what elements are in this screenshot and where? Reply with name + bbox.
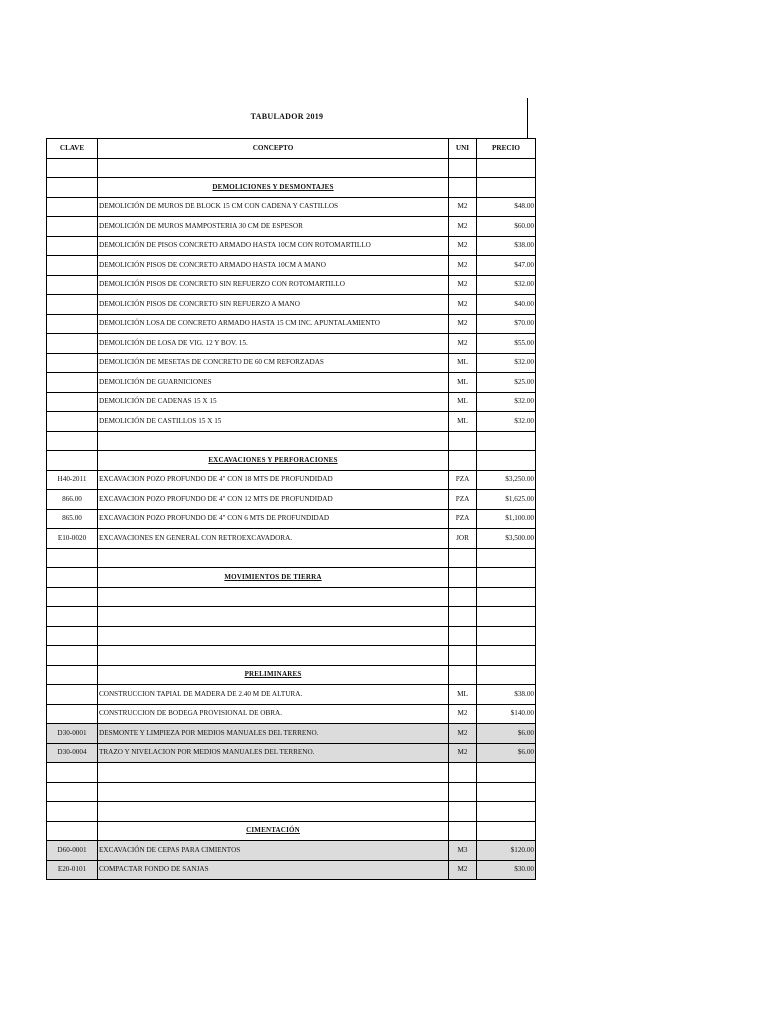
cell-clave bbox=[47, 763, 98, 783]
cell-clave bbox=[47, 178, 98, 198]
header-uni: UNI bbox=[449, 139, 477, 159]
empty-row bbox=[47, 646, 536, 666]
section-title: EXCAVACIONES Y PERFORACIONES bbox=[98, 451, 449, 471]
table-row bbox=[47, 743, 536, 763]
cell-uni bbox=[449, 158, 477, 178]
table-row bbox=[47, 412, 536, 432]
table-row bbox=[47, 860, 536, 880]
cell-clave bbox=[47, 568, 98, 588]
cell-uni: PZA bbox=[449, 490, 477, 510]
cell-precio: $60.00 bbox=[477, 217, 536, 237]
cell-uni bbox=[449, 548, 477, 568]
page-title: TABULADOR 2019 bbox=[250, 112, 324, 121]
cell-precio: $3,250.00 bbox=[477, 470, 536, 490]
cell-clave bbox=[47, 451, 98, 471]
cell-clave bbox=[47, 197, 98, 217]
cell-concepto: EXCAVACIÓN DE CEPAS PARA CIMIENTOS bbox=[98, 841, 449, 861]
cell-concepto bbox=[98, 548, 449, 568]
cell-concepto bbox=[98, 626, 449, 646]
cell-uni bbox=[449, 607, 477, 627]
cell-concepto: DEMOLICIÓN DE PISOS CONCRETO ARMADO HASTA 10CM CON ROTOMARTILLO bbox=[98, 236, 449, 256]
cell-uni: M2 bbox=[449, 334, 477, 354]
cell-clave bbox=[47, 275, 98, 295]
cell-precio bbox=[477, 665, 536, 685]
cell-clave: D30-0004 bbox=[47, 743, 98, 763]
cell-concepto bbox=[98, 646, 449, 666]
cell-clave bbox=[47, 782, 98, 802]
table-row bbox=[47, 217, 536, 237]
cell-clave: D30-0001 bbox=[47, 724, 98, 744]
cell-concepto: DEMOLICIÓN DE CASTILLOS 15 X 15 bbox=[98, 412, 449, 432]
section-title: CIMENTACIÓN bbox=[98, 821, 449, 841]
cell-concepto: CONSTRUCCION DE BODEGA PROVISIONAL DE OBRA. bbox=[98, 704, 449, 724]
section-row bbox=[47, 821, 536, 841]
empty-row bbox=[47, 607, 536, 627]
cell-uni: ML bbox=[449, 392, 477, 412]
cell-clave bbox=[47, 412, 98, 432]
table-row bbox=[47, 197, 536, 217]
cell-clave bbox=[47, 236, 98, 256]
cell-uni: ML bbox=[449, 353, 477, 373]
cell-concepto: DEMOLICIÓN DE CADENAS 15 X 15 bbox=[98, 392, 449, 412]
cell-clave: E10-0020 bbox=[47, 529, 98, 549]
cell-precio bbox=[477, 782, 536, 802]
cell-precio: $38.00 bbox=[477, 236, 536, 256]
table-row bbox=[47, 373, 536, 393]
cell-concepto: DEMOLICIÓN PISOS DE CONCRETO ARMADO HASTA 10CM A MANO bbox=[98, 256, 449, 276]
cell-precio: $40.00 bbox=[477, 295, 536, 315]
table-row bbox=[47, 841, 536, 861]
cell-concepto: EXCAVACION POZO PROFUNDO DE 4" CON 18 MTS DE PROFUNDIDAD bbox=[98, 470, 449, 490]
cell-clave: 865.00 bbox=[47, 509, 98, 529]
cell-precio: $48.00 bbox=[477, 197, 536, 217]
empty-row bbox=[47, 158, 536, 178]
table-row bbox=[47, 470, 536, 490]
cell-uni: M2 bbox=[449, 743, 477, 763]
cell-precio bbox=[477, 548, 536, 568]
cell-concepto: COMPACTAR FONDO DE SANJAS bbox=[98, 860, 449, 880]
cell-clave bbox=[47, 685, 98, 705]
cell-clave bbox=[47, 392, 98, 412]
cell-clave bbox=[47, 158, 98, 178]
cell-clave bbox=[47, 587, 98, 607]
cell-precio bbox=[477, 626, 536, 646]
cell-clave bbox=[47, 431, 98, 451]
cell-clave bbox=[47, 256, 98, 276]
empty-row bbox=[47, 802, 536, 822]
cell-uni: M3 bbox=[449, 841, 477, 861]
cell-precio: $140.00 bbox=[477, 704, 536, 724]
cell-concepto: DEMOLICIÓN LOSA DE CONCRETO ARMADO HASTA 15 CM INC. APUNTALAMIENTO bbox=[98, 314, 449, 334]
cell-concepto: DEMOLICIÓN DE MUROS DE BLOCK 15 CM CON CADENA Y CASTILLOS bbox=[98, 197, 449, 217]
section-title: DEMOLICIONES Y DESMONTAJES bbox=[98, 178, 449, 198]
cell-uni bbox=[449, 451, 477, 471]
empty-row bbox=[47, 431, 536, 451]
cell-concepto: CONSTRUCCION TAPIAL DE MADERA DE 2.40 M DE ALTURA. bbox=[98, 685, 449, 705]
cell-uni: M2 bbox=[449, 314, 477, 334]
cell-clave bbox=[47, 646, 98, 666]
cell-uni: M2 bbox=[449, 256, 477, 276]
cell-concepto: TRAZO Y NIVELACION POR MEDIOS MANUALES DEL TERRENO. bbox=[98, 743, 449, 763]
section-row bbox=[47, 665, 536, 685]
cell-concepto bbox=[98, 607, 449, 627]
cell-precio: $38.00 bbox=[477, 685, 536, 705]
cell-clave bbox=[47, 334, 98, 354]
cell-concepto: DEMOLICIÓN DE GUARNICIONES bbox=[98, 373, 449, 393]
cell-uni bbox=[449, 626, 477, 646]
cell-precio bbox=[477, 158, 536, 178]
cell-clave bbox=[47, 802, 98, 822]
cell-uni bbox=[449, 763, 477, 783]
cell-clave bbox=[47, 821, 98, 841]
cell-precio: $1,100.00 bbox=[477, 509, 536, 529]
section-title: MOVIMIENTOS DE TIERRA bbox=[98, 568, 449, 588]
cell-precio: $120.00 bbox=[477, 841, 536, 861]
cell-concepto: DEMOLICIÓN PISOS DE CONCRETO SIN REFUERZO A MANO bbox=[98, 295, 449, 315]
cell-precio: $6.00 bbox=[477, 724, 536, 744]
table-row bbox=[47, 529, 536, 549]
cell-concepto bbox=[98, 158, 449, 178]
cell-precio: $55.00 bbox=[477, 334, 536, 354]
price-table bbox=[46, 138, 536, 880]
table-row bbox=[47, 334, 536, 354]
cell-clave bbox=[47, 295, 98, 315]
cell-clave bbox=[47, 626, 98, 646]
cell-uni bbox=[449, 178, 477, 198]
cell-precio: $32.00 bbox=[477, 353, 536, 373]
cell-clave bbox=[47, 704, 98, 724]
cell-clave bbox=[47, 548, 98, 568]
table-row bbox=[47, 724, 536, 744]
cell-concepto bbox=[98, 763, 449, 783]
cell-concepto bbox=[98, 802, 449, 822]
cell-uni bbox=[449, 431, 477, 451]
cell-precio bbox=[477, 763, 536, 783]
cell-clave bbox=[47, 607, 98, 627]
cell-precio bbox=[477, 607, 536, 627]
cell-clave bbox=[47, 353, 98, 373]
cell-precio bbox=[477, 451, 536, 471]
cell-precio bbox=[477, 178, 536, 198]
cell-uni: ML bbox=[449, 412, 477, 432]
header-clave: CLAVE bbox=[47, 139, 98, 159]
table-header-row bbox=[47, 139, 536, 159]
cell-concepto: DEMOLICIÓN DE MESETAS DE CONCRETO DE 60 CM REFORZADAS bbox=[98, 353, 449, 373]
cell-uni: M2 bbox=[449, 275, 477, 295]
table-row bbox=[47, 295, 536, 315]
cell-uni bbox=[449, 802, 477, 822]
table-row bbox=[47, 236, 536, 256]
cell-precio: $32.00 bbox=[477, 412, 536, 432]
table-row bbox=[47, 314, 536, 334]
header-concepto: CONCEPTO bbox=[98, 139, 449, 159]
cell-precio: $32.00 bbox=[477, 392, 536, 412]
cell-clave bbox=[47, 665, 98, 685]
cell-uni: ML bbox=[449, 373, 477, 393]
empty-row bbox=[47, 548, 536, 568]
empty-row bbox=[47, 763, 536, 783]
cell-clave: H40-2011 bbox=[47, 470, 98, 490]
section-row bbox=[47, 568, 536, 588]
cell-concepto: DESMONTE Y LIMPIEZA POR MEDIOS MANUALES DEL TERRENO. bbox=[98, 724, 449, 744]
cell-concepto: EXCAVACION POZO PROFUNDO DE 4" CON 6 MTS DE PROFUNDIDAD bbox=[98, 509, 449, 529]
cell-uni bbox=[449, 568, 477, 588]
table-row bbox=[47, 275, 536, 295]
section-row bbox=[47, 178, 536, 198]
cell-clave: E20-0101 bbox=[47, 860, 98, 880]
cell-uni: JOR bbox=[449, 529, 477, 549]
cell-concepto: EXCAVACION POZO PROFUNDO DE 4" CON 12 MTS DE PROFUNDIDAD bbox=[98, 490, 449, 510]
cell-uni: ML bbox=[449, 685, 477, 705]
cell-uni bbox=[449, 646, 477, 666]
section-title: PRELIMINARES bbox=[98, 665, 449, 685]
cell-uni bbox=[449, 821, 477, 841]
cell-uni bbox=[449, 782, 477, 802]
cell-clave bbox=[47, 217, 98, 237]
cell-concepto bbox=[98, 782, 449, 802]
cell-precio bbox=[477, 821, 536, 841]
cell-uni: M2 bbox=[449, 236, 477, 256]
cell-precio: $25.00 bbox=[477, 373, 536, 393]
table-row bbox=[47, 509, 536, 529]
cell-clave bbox=[47, 314, 98, 334]
cell-clave: D60-0001 bbox=[47, 841, 98, 861]
cell-concepto: EXCAVACIONES EN GENERAL CON RETROEXCAVADORA. bbox=[98, 529, 449, 549]
cell-precio: $30.00 bbox=[477, 860, 536, 880]
cell-precio: $3,500.00 bbox=[477, 529, 536, 549]
cell-uni: M2 bbox=[449, 860, 477, 880]
cell-clave bbox=[47, 373, 98, 393]
empty-row bbox=[47, 782, 536, 802]
cell-precio: $1,625.00 bbox=[477, 490, 536, 510]
cell-concepto bbox=[98, 587, 449, 607]
table-row bbox=[47, 685, 536, 705]
cell-precio: $6.00 bbox=[477, 743, 536, 763]
cell-uni: M2 bbox=[449, 724, 477, 744]
table-row bbox=[47, 490, 536, 510]
cell-concepto: DEMOLICIÓN DE MUROS MAMPOSTERIA 30 CM DE ESPESOR bbox=[98, 217, 449, 237]
section-row bbox=[47, 451, 536, 471]
cell-precio: $47.00 bbox=[477, 256, 536, 276]
cell-precio bbox=[477, 568, 536, 588]
cell-precio bbox=[477, 802, 536, 822]
cell-concepto bbox=[98, 431, 449, 451]
cell-concepto: DEMOLICIÓN PISOS DE CONCRETO SIN REFUERZO CON ROTOMARTILLO bbox=[98, 275, 449, 295]
cell-precio bbox=[477, 431, 536, 451]
table-row bbox=[47, 704, 536, 724]
table-row bbox=[47, 392, 536, 412]
header-precio: PRECIO bbox=[477, 139, 536, 159]
cell-precio bbox=[477, 646, 536, 666]
cell-uni: M2 bbox=[449, 295, 477, 315]
cell-precio bbox=[477, 587, 536, 607]
table-row bbox=[47, 353, 536, 373]
empty-row bbox=[47, 587, 536, 607]
cell-uni: M2 bbox=[449, 704, 477, 724]
table-row bbox=[47, 256, 536, 276]
cell-precio: $32.00 bbox=[477, 275, 536, 295]
cell-uni: M2 bbox=[449, 197, 477, 217]
cell-clave: 866.00 bbox=[47, 490, 98, 510]
empty-row bbox=[47, 626, 536, 646]
cell-concepto: DEMOLICIÓN DE LOSA DE VIG. 12 Y BOV. 15. bbox=[98, 334, 449, 354]
cell-uni: PZA bbox=[449, 470, 477, 490]
cell-precio: $70.00 bbox=[477, 314, 536, 334]
cell-uni: PZA bbox=[449, 509, 477, 529]
cell-uni bbox=[449, 587, 477, 607]
cell-uni: M2 bbox=[449, 217, 477, 237]
cell-uni bbox=[449, 665, 477, 685]
